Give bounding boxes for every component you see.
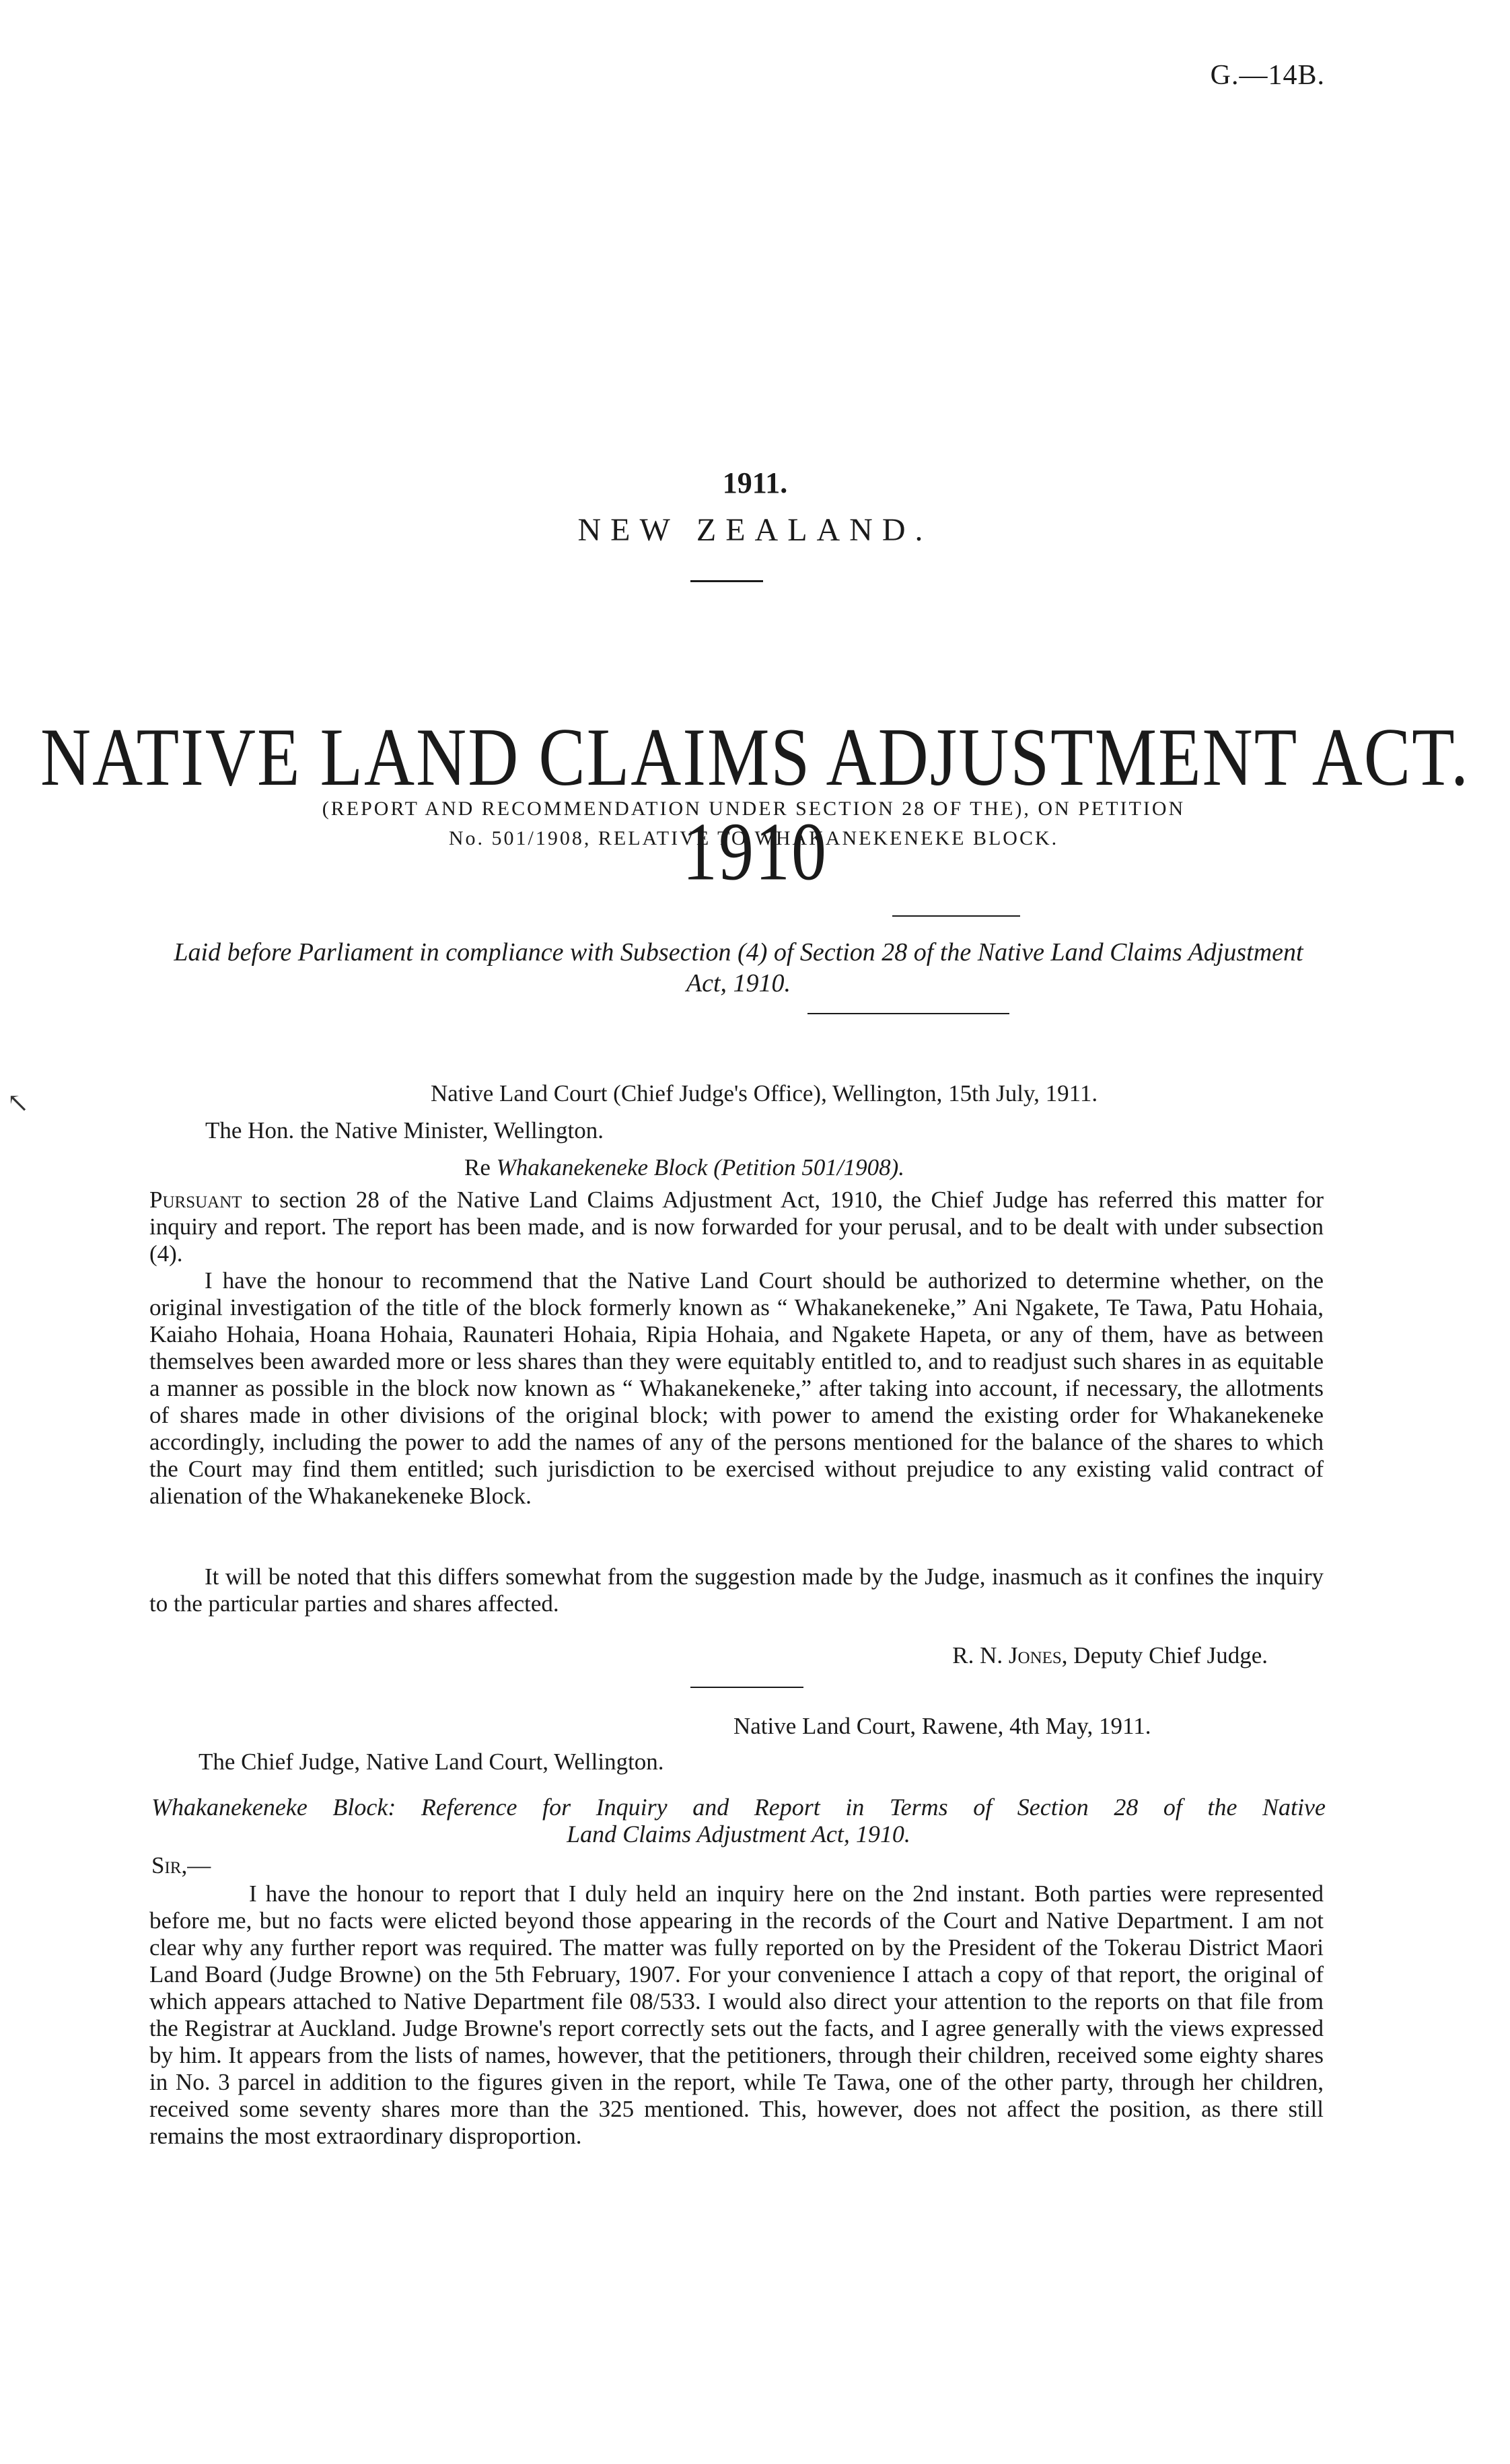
signature-title: , Deputy Chief Judge. — [1061, 1642, 1268, 1668]
divider — [807, 1013, 1009, 1014]
letter2-address-to: The Chief Judge, Native Land Court, Wellington. — [199, 1749, 664, 1775]
letter1-paragraph-3: It will be noted that this differs somewhat from the suggestion made by the Judge, inasmuch as it confines the inquiry to the particular parties and shares affected. — [149, 1563, 1324, 1617]
letter1-signature — [952, 1642, 1268, 1669]
letter2-paragraph-1: I have the honour to report that I duly held an inquiry here on the 2nd instant. Both parties were represented before me, but no facts were elicted beyond those appearing in the records of the Court and Native Department. I am not clear why any further report was required. The matter was fully reported on by the President of the Tokerau District Maori Land Board (Judge Browne) on the 5th February, 1907. For your convenience I attach a copy of that report, the original of which appears attached to Native Department file 08/533. I would also direct your attention to the reports on that file from the Registrar at Auckland. Judge Browne's report correctly sets out the facts, and I agree generally with the views expressed by him. It appears from the lists of names, however, that the petitioners, through their children, received some eighty shares in No. 3 parcel in addition to the figures given in the report, while Te Tawa, one of the other party, through her children, received some seventy shares more than the 325 mentioned. This, however, does not affect the position, as there still remains the most extraordinary disproportion. — [149, 1880, 1324, 2149]
re-label: Re — [464, 1154, 497, 1181]
letter2-salutation: Sir,— — [151, 1852, 211, 1878]
document-reference: G.—14B. — [1210, 60, 1325, 91]
subject-line-2: Land Claims Adjustment Act, 1910. — [567, 1821, 910, 1847]
letter2-subject — [151, 1794, 1326, 1847]
country-heading: NEW ZEALAND. — [577, 512, 933, 548]
letter2-address-from: Native Land Court, Rawene, 4th May, 1911. — [733, 1713, 1151, 1739]
divider — [690, 1687, 803, 1688]
signature-name: Jones — [1008, 1642, 1062, 1668]
divider — [690, 580, 763, 582]
document-subtitle — [222, 794, 1285, 853]
laid-before-parliament-note: Laid before Parliament in compliance with Subsection (4) of Section 28 of the Native Land Claims Adjustment Act, 1910. — [174, 938, 1303, 997]
letter1-paragraph-2: I have the honour to recommend that the Native Land Court should be authorized to determine whether, on the original investigation of the title of the block formerly known as “ Whakanekeneke,” Ani Ngakete, Te Tawa, Patu Hohaia, Kaiaho Hohaia, Hoana Hohaia, Raunateri Hohaia, Ripia Hohaia, and Ngakete Hapeta, or any of them, have as between themselves been awarded more or less shares than they were equitably entitled to, and to readjust such shares in as equitable a manner as possible in the block now known as “ Whakanekeneke,” after taking into account, if necessary, the allotments of shares made in other divisions of the original block; with power to amend the existing order for Whakanekeneke accordingly, including the power to add the names of any of the persons mentioned for the balance of the shares to which the Court may find them entitled; such jurisdiction to be exercised without prejudice to any existing valid contract of alienation of the Whakanekeneke Block. — [149, 1267, 1324, 1509]
subtitle-line-2: No. 501/1908, RELATIVE TO WHAKANEKENEKE BLOCK. — [448, 827, 1059, 849]
margin-mark: ↖ — [7, 1088, 30, 1118]
subject-line-1: Whakanekeneke Block: Reference for Inquiry and Report in Terms of Section 28 of the Native — [151, 1794, 1326, 1821]
letter1-subject — [464, 1154, 904, 1181]
divider — [892, 915, 1020, 917]
year-heading: 1911. — [722, 466, 788, 499]
letter1-paragraph-1 — [149, 1187, 1324, 1267]
re-subject: Whakanekeneke Block (Petition 501/1908). — [496, 1154, 905, 1181]
document-title: NATIVE LAND CLAIMS ADJUSTMENT ACT. 1910 — [40, 711, 1470, 898]
paragraph-text: to section 28 of the Native Land Claims Adjustment Act, 1910, the Chief Judge has referred this matter for inquiry and report. The report has been made, and is now forwarded for your perusal, and to be dealt with under subsection (4). — [149, 1187, 1324, 1267]
signature-initials: R. N. — [952, 1642, 1009, 1668]
letter1-address-from: Native Land Court (Chief Judge's Office), Wellington, 15th July, 1911. — [431, 1080, 1098, 1106]
letter1-address-to: The Hon. the Native Minister, Wellington. — [205, 1117, 604, 1143]
paragraph-lead-word: Pursuant — [149, 1187, 242, 1213]
subtitle-line-1: (REPORT AND RECOMMENDATION UNDER SECTION 28 OF THE), ON PETITION — [322, 798, 1186, 820]
